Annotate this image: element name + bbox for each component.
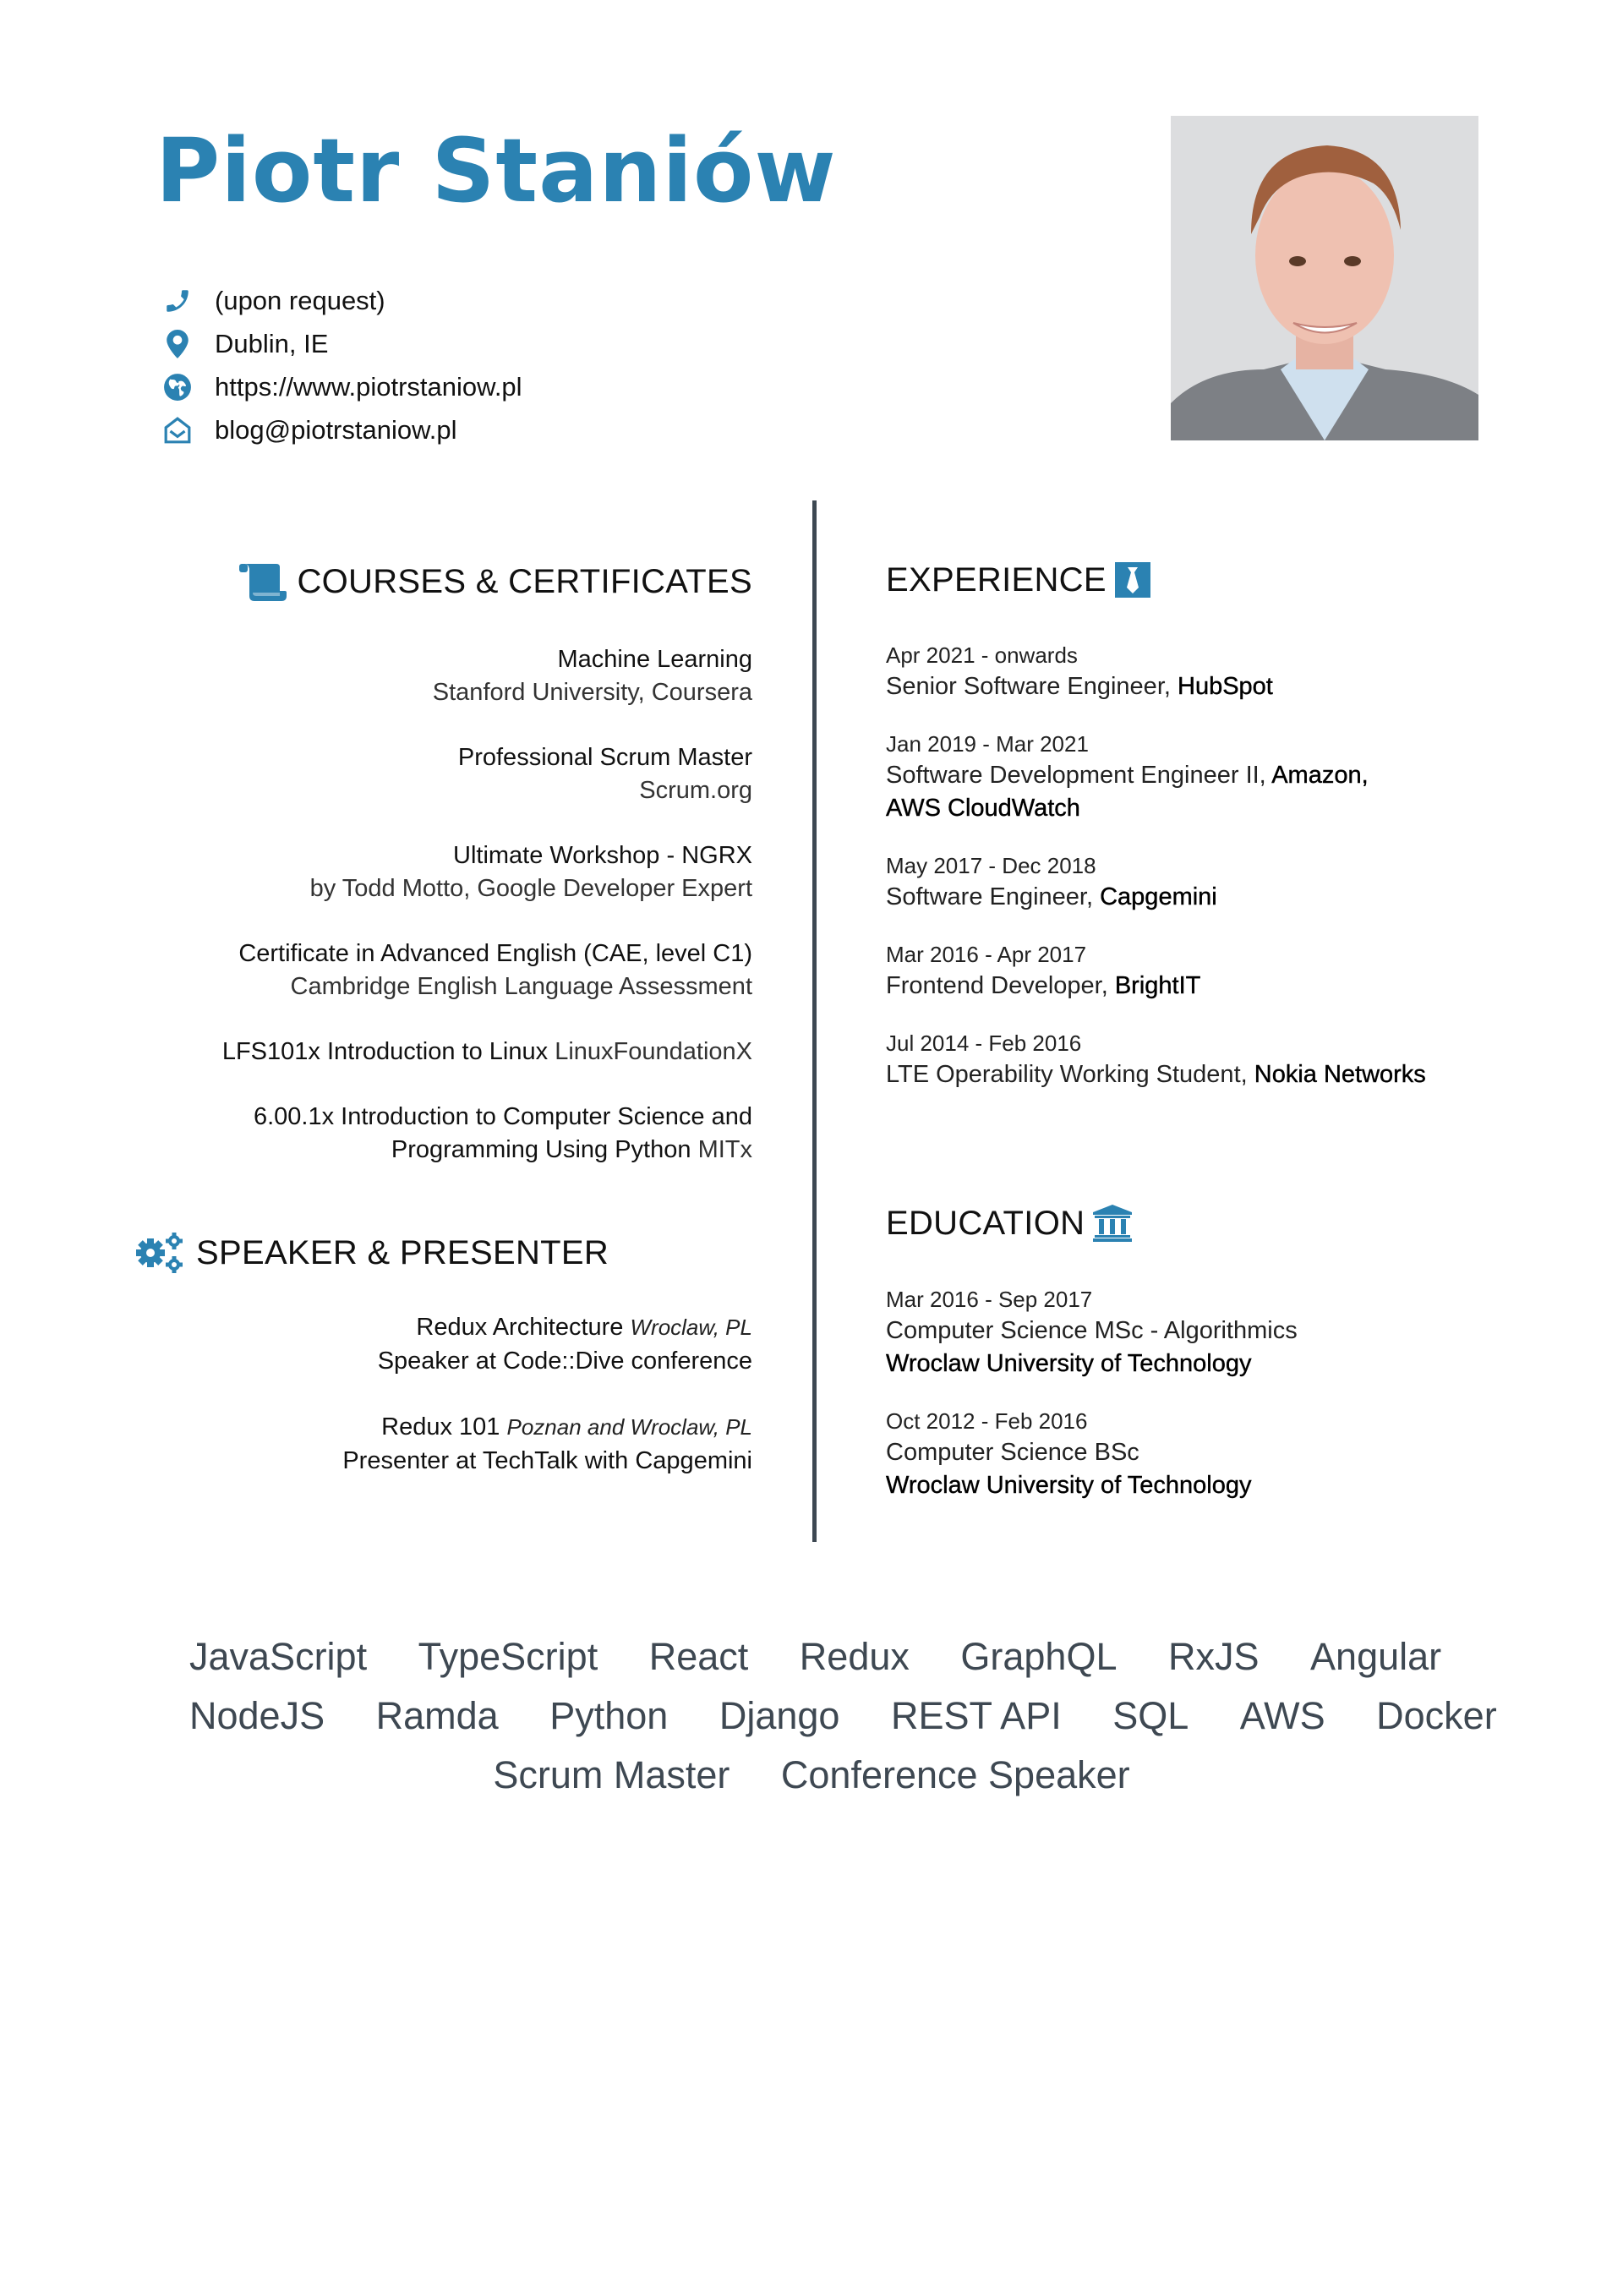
contact-list <box>161 279 522 451</box>
talk-title: Redux Architecture <box>416 1314 624 1341</box>
skill-tag: AWS <box>1239 1694 1325 1737</box>
courses-section <box>135 562 752 1167</box>
experience-heading <box>886 562 1528 598</box>
job-company: Capgemini <box>1100 883 1217 910</box>
job-date: May 2017 - Dec 2018 <box>886 853 1096 878</box>
contact-location <box>161 322 522 365</box>
experience-section <box>886 562 1528 1091</box>
course-source: Scrum.org <box>639 777 752 804</box>
contact-email-link[interactable]: blog@piotrstaniow.pl <box>215 414 457 445</box>
course-title: 6.00.1x Introduction to Computer Science and <box>253 1103 752 1130</box>
education-item <box>886 1284 1528 1380</box>
job-company: Amazon, <box>1271 762 1369 789</box>
skills-row <box>169 1746 1454 1805</box>
skill-tag: RxJS <box>1168 1635 1260 1678</box>
course-source: Cambridge English Language Assessment <box>290 973 752 1000</box>
talk-title: Redux 101 <box>381 1413 500 1440</box>
course-item <box>135 1101 752 1167</box>
job-item <box>886 729 1528 825</box>
education-degree: Computer Science BSc <box>886 1439 1139 1466</box>
job-date: Apr 2021 - onwards <box>886 642 1078 668</box>
contact-email[interactable] <box>161 408 522 451</box>
contact-phone-text: (upon request) <box>215 285 385 315</box>
skill-tag: Redux <box>799 1635 910 1678</box>
contact-phone <box>161 279 522 322</box>
course-source: MITx <box>697 1136 752 1163</box>
job-company: BrightIT <box>1114 972 1201 999</box>
globe-icon <box>161 372 194 402</box>
talk-role: Speaker at Code::Dive conference <box>377 1348 752 1375</box>
education-date: Mar 2016 - Sep 2017 <box>886 1287 1093 1312</box>
experience-heading-text: EXPERIENCE <box>886 561 1107 599</box>
cogs-icon <box>135 1233 186 1273</box>
person-name: Piotr Staniów <box>156 119 837 222</box>
course-title: Certificate in Advanced English (CAE, level C1) <box>238 940 752 967</box>
job-date: Jul 2014 - Feb 2016 <box>886 1030 1082 1056</box>
skill-tag: Ramda <box>375 1694 499 1737</box>
course-item <box>135 643 752 709</box>
contact-website[interactable] <box>161 365 522 408</box>
skills-cloud <box>169 1627 1497 1805</box>
education-heading <box>886 1205 1528 1242</box>
job-item <box>886 1028 1528 1091</box>
phone-icon <box>161 286 194 316</box>
course-item <box>135 1036 752 1069</box>
course-source: Stanford University, Coursera <box>432 679 752 706</box>
job-role: Software Development Engineer II, <box>886 762 1266 789</box>
courses-heading-text: COURSES & CERTIFICATES <box>297 563 752 600</box>
courses-heading <box>135 562 752 601</box>
job-role: Senior Software Engineer, <box>886 673 1171 700</box>
talk-location: Poznan and Wroclaw, PL <box>506 1414 752 1440</box>
speaker-section <box>135 1233 752 1478</box>
skill-tag: Angular <box>1310 1635 1442 1678</box>
speaker-heading <box>135 1233 752 1273</box>
skill-tag: JavaScript <box>189 1635 368 1678</box>
skill-tag: REST API <box>890 1694 1062 1737</box>
job-role: Frontend Developer, <box>886 972 1108 999</box>
skills-row <box>169 1627 1454 1686</box>
course-title: Machine Learning <box>557 646 752 673</box>
skill-tag: Conference Speaker <box>780 1753 1130 1796</box>
talk-item <box>135 1410 752 1478</box>
envelope-open-icon <box>161 415 194 446</box>
map-pin-icon <box>161 329 194 359</box>
education-school: Wroclaw University of Technology <box>886 1472 1252 1499</box>
skill-tag: Scrum Master <box>493 1753 730 1796</box>
job-company: HubSpot <box>1178 673 1273 700</box>
talk-role: Presenter at TechTalk with Capgemini <box>342 1447 752 1474</box>
skill-tag: Django <box>719 1694 840 1737</box>
course-title: LFS101x Introduction to Linux <box>221 1038 549 1065</box>
skill-tag: TypeScript <box>418 1635 598 1678</box>
job-date: Mar 2016 - Apr 2017 <box>886 942 1087 967</box>
profile-photo <box>1171 116 1478 440</box>
skill-tag: Docker <box>1376 1694 1497 1737</box>
column-divider <box>812 500 817 1542</box>
job-role: LTE Operability Working Student, <box>886 1061 1248 1088</box>
course-item <box>135 741 752 807</box>
course-source: LinuxFoundationX <box>555 1038 752 1065</box>
skill-tag: NodeJS <box>189 1694 325 1737</box>
talk-location: Wroclaw, PL <box>630 1315 752 1340</box>
job-company: Nokia Networks <box>1254 1061 1426 1088</box>
speaker-heading-text: SPEAKER & PRESENTER <box>196 1234 609 1271</box>
contact-website-link[interactable]: https://www.piotrstaniow.pl <box>215 371 522 402</box>
course-source: by Todd Motto, Google Developer Expert <box>309 875 752 902</box>
skill-tag: Python <box>549 1694 669 1737</box>
tie-icon <box>1115 562 1150 598</box>
scroll-icon <box>239 562 287 601</box>
skill-tag: GraphQL <box>960 1635 1118 1678</box>
contact-location-text: Dublin, IE <box>215 328 329 358</box>
education-heading-text: EDUCATION <box>886 1205 1085 1242</box>
education-item <box>886 1406 1528 1502</box>
job-company-unit: AWS CloudWatch <box>886 795 1080 822</box>
university-icon <box>1093 1205 1132 1242</box>
course-item <box>135 938 752 1003</box>
course-title-line2: Programming Using Python <box>391 1136 691 1163</box>
skills-row <box>169 1686 1497 1746</box>
course-title: Ultimate Workshop - NGRX <box>453 842 752 869</box>
course-item <box>135 839 752 905</box>
skill-tag: React <box>648 1635 749 1678</box>
job-item <box>886 939 1528 1003</box>
education-date: Oct 2012 - Feb 2016 <box>886 1408 1088 1434</box>
education-section <box>886 1205 1528 1502</box>
skill-tag: SQL <box>1112 1694 1189 1737</box>
education-degree: Computer Science MSc - Algorithmics <box>886 1317 1298 1344</box>
job-date: Jan 2019 - Mar 2021 <box>886 731 1089 757</box>
job-item <box>886 640 1528 703</box>
job-item <box>886 850 1528 914</box>
talk-item <box>135 1310 752 1378</box>
course-title: Professional Scrum Master <box>457 744 752 771</box>
job-role: Software Engineer, <box>886 883 1094 910</box>
education-school: Wroclaw University of Technology <box>886 1350 1252 1377</box>
